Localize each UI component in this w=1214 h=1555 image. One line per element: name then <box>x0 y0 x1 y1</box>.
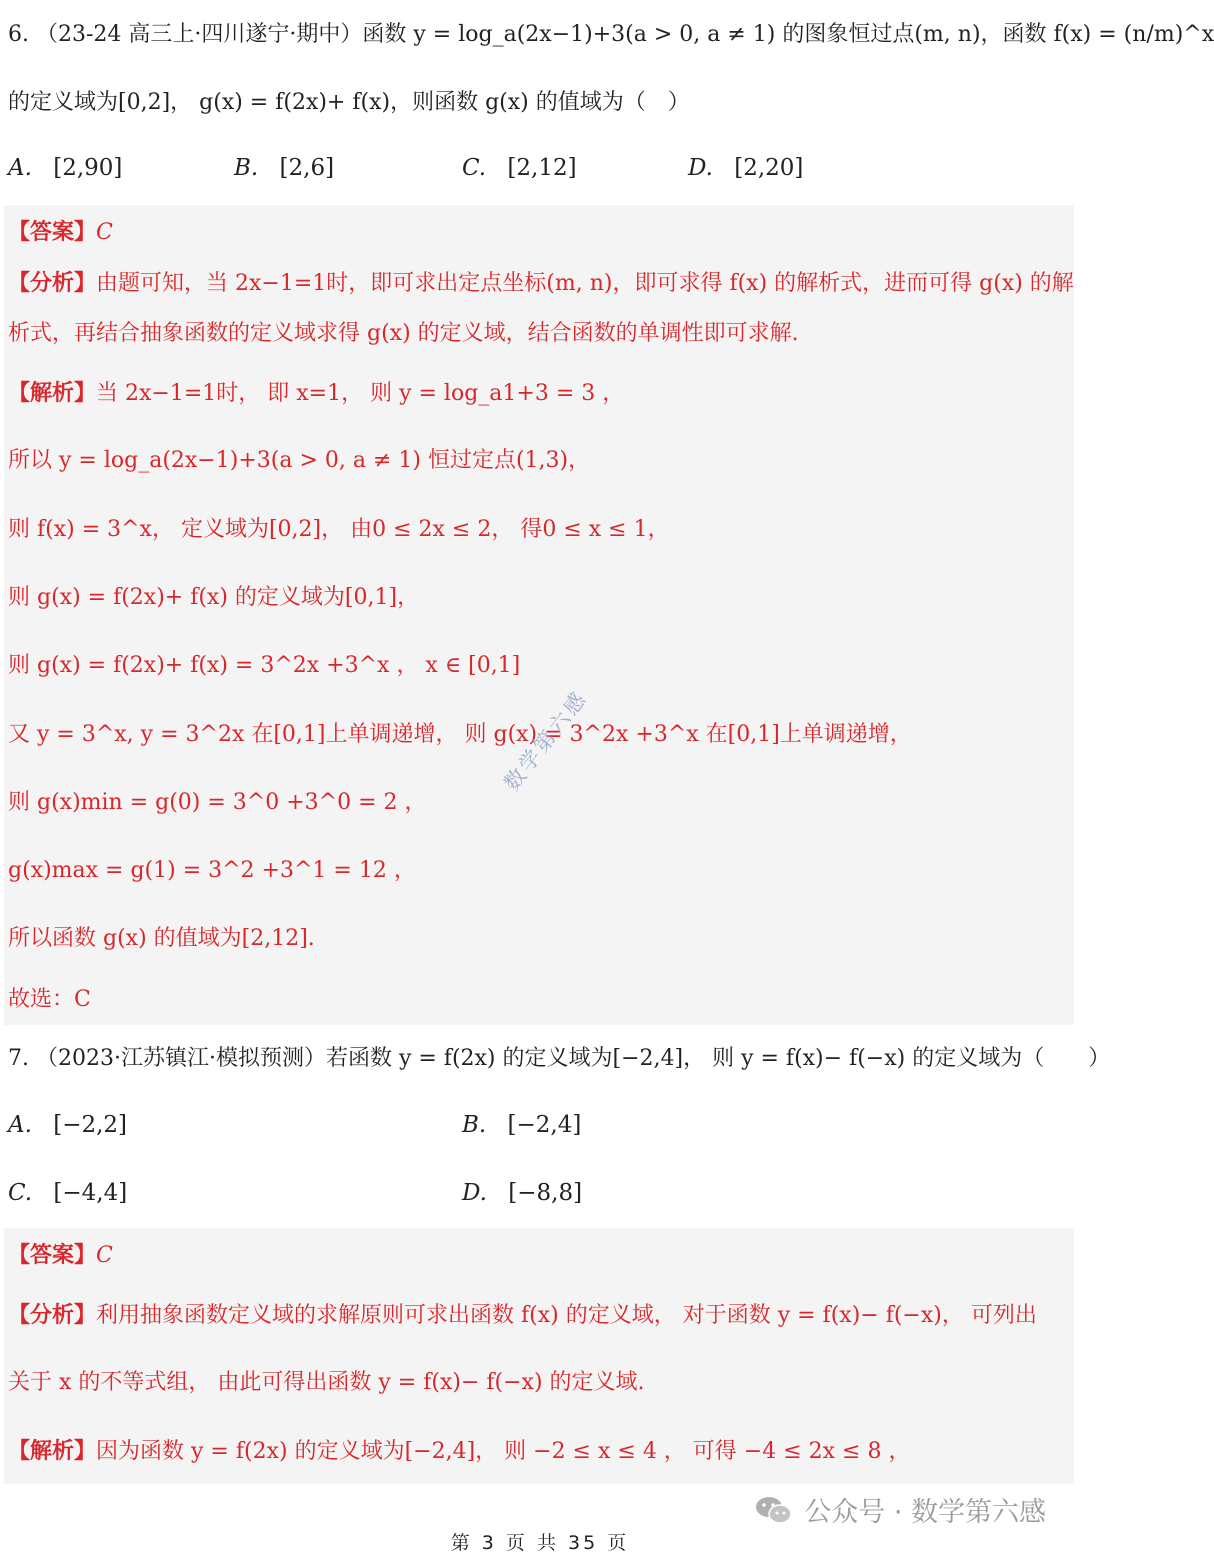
q7-solution-line1 <box>8 1436 1072 1467</box>
q6-choice: 故选：C <box>8 987 91 1012</box>
q7-answer <box>8 1240 1072 1271</box>
option-label: A. <box>8 1112 32 1138</box>
q7-analysis-line2: 关于 x 的不等式组， 由此可得出函数 y = f(x)− f(−x) 的定义域. <box>8 1370 645 1395</box>
wechat-account-badge <box>754 1490 1046 1529</box>
solution-text: 因为函数 y = f(2x) 的定义域为[−2,4]， 则 −2 ≤ x ≤ 4 ， 可得 −4 ≤ 2x ≤ 8 ， <box>96 1439 911 1464</box>
option-label: D. <box>688 155 713 181</box>
q6-option-d <box>688 155 803 181</box>
q6-analysis-line1 <box>8 268 1072 299</box>
option-value: [−8,8] <box>508 1180 583 1206</box>
analysis-text: 由题可知，当 2x−1=1时，即可求出定点坐标(m, n)，即可求得 f(x) 的解析式，进而可得 g(x) 的解 <box>96 271 1074 296</box>
q6-option-b <box>234 155 334 181</box>
q7-option-d <box>462 1180 582 1206</box>
analysis-text: 利用抽象函数定义域的求解原则可求出函数 f(x) 的定义域， 对于函数 y = f(x)− f(−x)， 可列出 <box>96 1303 1037 1328</box>
option-label: C. <box>462 155 487 181</box>
option-label: B. <box>462 1112 487 1138</box>
q7-option-c <box>8 1180 127 1206</box>
q6-solution-line7: 则 g(x)min = g(0) = 3^0 +3^0 = 2 ， <box>8 790 427 815</box>
option-label: B. <box>234 155 259 181</box>
answer-tag: 【答案】 <box>8 1242 97 1268</box>
q7-option-a <box>8 1112 127 1138</box>
option-value: [−4,4] <box>53 1180 128 1206</box>
q6-solution-line8: g(x)max = g(1) = 3^2 +3^1 = 12 ， <box>8 858 416 883</box>
page-footer: 第 3 页 共 35 页 <box>450 1532 630 1554</box>
q6-option-c <box>462 155 577 181</box>
watermark-text: 数学第六感 <box>499 685 593 796</box>
q6-solution-line6: 又 y = 3^x, y = 3^2x 在[0,1]上单调递增， 则 g(x) = 3^2x +3^x 在[0,1]上单调递增， <box>8 722 912 747</box>
wechat-icon <box>754 1494 794 1526</box>
option-value: [2,90] <box>53 155 123 181</box>
option-label: D. <box>462 1180 487 1206</box>
option-value: [2,6] <box>279 155 335 181</box>
option-value: [−2,4] <box>507 1112 582 1138</box>
q6-solution-line9: 所以函数 g(x) 的值域为[2,12]. <box>8 926 315 951</box>
q6-solution-line1 <box>8 378 1072 409</box>
q6-answer <box>8 217 1072 248</box>
q6-analysis-line2: 析式，再结合抽象函数的定义域求得 g(x) 的定义域，结合函数的单调性即可求解. <box>8 321 799 346</box>
q6-stem-line2: 的定义域为[0,2]， g(x) = f(2x)+ f(x)，则函数 g(x) 的值域为（ ） <box>8 90 690 115</box>
answer-value: C <box>96 1243 113 1268</box>
analysis-tag: 【分析】 <box>8 1302 97 1328</box>
q6-solution-line3: 则 f(x) = 3^x， 定义域为[0,2]， 由0 ≤ 2x ≤ 2， 得0 ≤ x ≤ 1， <box>8 517 670 542</box>
q7-option-b <box>462 1112 581 1138</box>
wechat-account-name: 公众号 · 数学第六感 <box>804 1497 1046 1528</box>
answer-tag: 【答案】 <box>8 219 97 245</box>
q6-solution-line2: 所以 y = log_a(2x−1)+3(a > 0, a ≠ 1) 恒过定点(1,3)， <box>8 448 591 473</box>
solution-text: 当 2x−1=1时， 即 x=1， 则 y = log_a1+3 = 3 ， <box>96 381 625 406</box>
solution-tag: 【解析】 <box>8 1438 97 1464</box>
q6-solution-line5: 则 g(x) = f(2x)+ f(x) = 3^2x +3^x ， x ∈ [0,1] <box>8 653 521 678</box>
analysis-tag: 【分析】 <box>8 270 97 296</box>
option-label: C. <box>8 1180 33 1206</box>
answer-value: C <box>96 220 113 245</box>
q7-stem-line1: 7. （2023·江苏镇江·模拟预测）若函数 y = f(2x) 的定义域为[−2,4]， 则 y = f(x)− f(−x) 的定义域为（ ） <box>8 1046 1111 1071</box>
option-value: [2,20] <box>734 155 804 181</box>
option-value: [−2,2] <box>53 1112 128 1138</box>
q6-solution-line4: 则 g(x) = f(2x)+ f(x) 的定义域为[0,1]， <box>8 585 420 610</box>
option-label: A. <box>8 155 32 181</box>
q6-option-a <box>8 155 122 181</box>
q7-analysis-line1 <box>8 1300 1072 1331</box>
q6-stem-line1: 6. （23-24 高三上·四川遂宁·期中）函数 y = log_a(2x−1)+3(a > 0, a ≠ 1) 的图象恒过点(m, n)，函数 f(x) = (n/m)^x <box>8 22 1214 47</box>
solution-tag: 【解析】 <box>8 380 97 406</box>
option-value: [2,12] <box>507 155 577 181</box>
